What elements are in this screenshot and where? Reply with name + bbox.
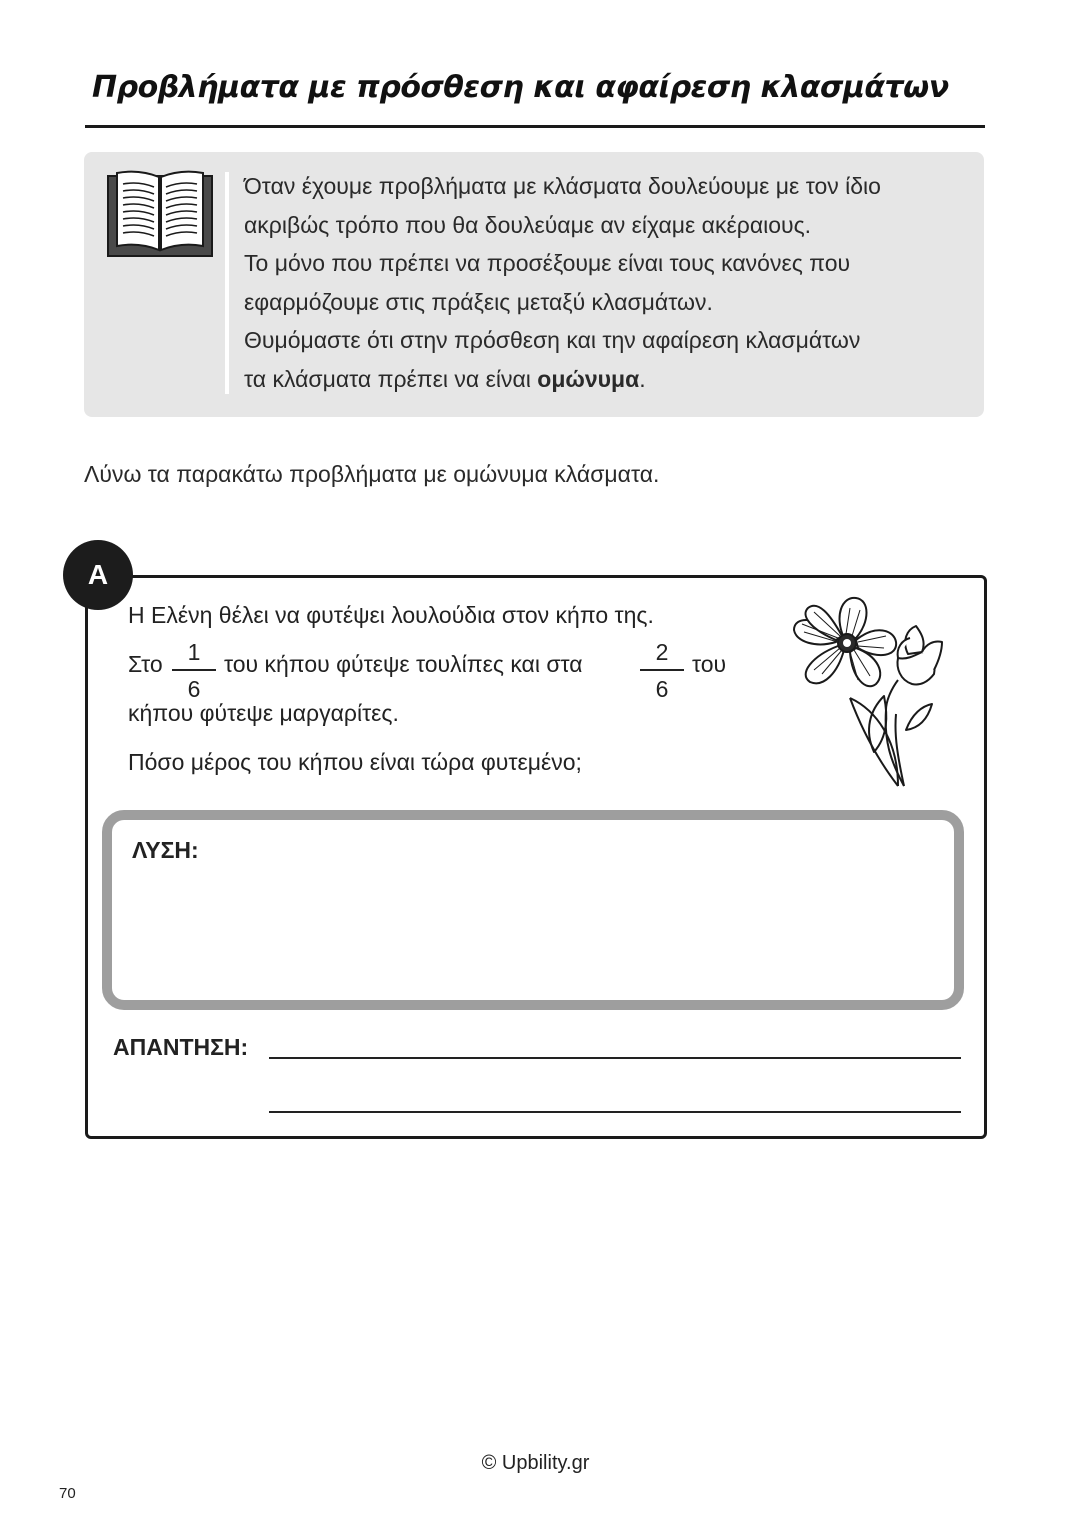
- copyright: © Upbility.gr: [481, 1452, 590, 1474]
- page-number: 70: [59, 1485, 76, 1502]
- problem-badge: Α: [63, 540, 133, 610]
- problem-line-3: κήπου φύτεψε μαργαρίτες.: [128, 700, 399, 726]
- info-divider: [225, 172, 229, 394]
- open-book-icon: [107, 170, 213, 258]
- info-line: Όταν έχουμε προβλήματα με κλάσματα δουλεύουμε με τον ίδιο: [244, 173, 881, 199]
- info-line: [244, 360, 974, 399]
- solution-label: ΛΥΣΗ:: [132, 837, 199, 863]
- fraction-bar: [640, 669, 684, 671]
- info-line: Το μόνο που πρέπει να προσέξουμε είναι τους κανόνες που: [244, 250, 851, 276]
- fraction-denominator: 6: [187, 676, 201, 702]
- problem-line-2b: του κήπου φύτεψε τουλίπες και στα: [224, 651, 583, 677]
- flower-icon: [786, 590, 952, 790]
- problem-line-2a: Στο: [128, 651, 163, 677]
- info-text: [244, 167, 974, 398]
- fraction-numerator: 2: [655, 639, 669, 665]
- info-emphasis: ομώνυμα: [537, 365, 640, 392]
- solution-area[interactable]: [102, 810, 964, 1010]
- info-line: εφαρμόζουμε στις πράξεις μεταξύ κλασμάτων.: [244, 288, 713, 315]
- answer-label: ΑΠΑΝΤΗΣΗ:: [113, 1034, 249, 1060]
- info-line-suffix: .: [639, 365, 646, 392]
- answer-line-1[interactable]: [269, 1057, 961, 1059]
- info-line: Θυμόμαστε ότι στην πρόσθεση και την αφαίρεση κλασμάτων: [244, 327, 861, 353]
- title-underline: [85, 125, 985, 128]
- fraction-denominator: 6: [655, 676, 669, 702]
- fraction-bar: [172, 669, 216, 671]
- fraction-two-sixths: [640, 637, 684, 704]
- info-line: ακριβώς τρόπο που θα δουλεύαμε αν είχαμε ακέραιους.: [244, 211, 812, 238]
- problem-question: Πόσο μέρος του κήπου είναι τώρα φυτεμένο;: [128, 749, 582, 775]
- info-line-prefix: τα κλάσματα πρέπει να είναι: [244, 365, 538, 392]
- fraction-numerator: 1: [187, 639, 201, 665]
- fraction-one-sixth: [172, 637, 216, 704]
- problem-line-1: Η Ελένη θέλει να φυτέψει λουλούδια στον κήπο της.: [128, 602, 654, 628]
- problem-line-2c: του: [692, 651, 727, 677]
- answer-line-2[interactable]: [269, 1111, 961, 1113]
- instruction-text: Λύνω τα παρακάτω προβλήματα με ομώνυμα κλάσματα.: [84, 461, 660, 487]
- page-title: Προβλήματα με πρόσθεση και αφαίρεση κλασμάτων: [92, 70, 949, 105]
